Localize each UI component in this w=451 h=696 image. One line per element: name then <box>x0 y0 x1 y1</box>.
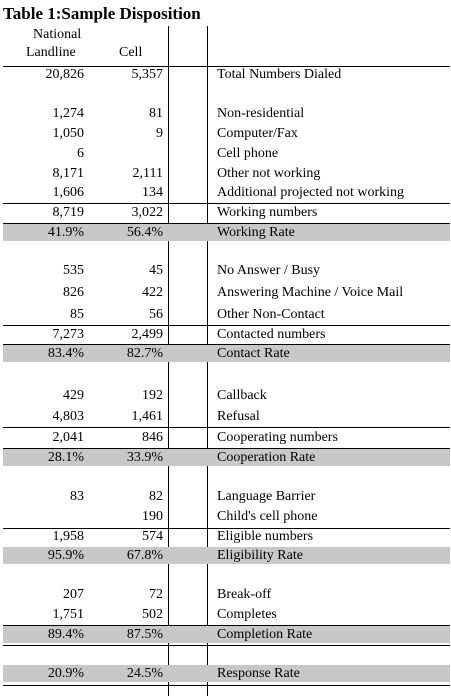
cell-value: 502 <box>142 607 163 622</box>
row-label: Total Numbers Dialed <box>217 67 342 82</box>
row-label: Cooperating numbers <box>217 430 338 445</box>
landline-value: 1,751 <box>52 607 84 622</box>
landline-value: 1,274 <box>52 106 84 121</box>
cell-value: 82 <box>149 489 163 504</box>
landline-value: 8,171 <box>52 166 84 181</box>
row-label: Other not working <box>217 166 321 181</box>
row-label: Contacted numbers <box>217 327 326 342</box>
row-label: Child's cell phone <box>217 509 318 524</box>
row-label: Answering Machine / Voice Mail <box>217 285 404 300</box>
landline-value: 1,958 <box>52 529 84 544</box>
cell-value: 56 <box>149 307 163 322</box>
header-cell: Cell <box>119 45 143 60</box>
row-label: Language Barrier <box>217 489 316 504</box>
landline-value: 6 <box>77 146 84 161</box>
cell-value: 82.7% <box>126 346 163 361</box>
row-rule <box>3 685 450 686</box>
cell-value: 5,357 <box>131 67 163 82</box>
row-label: Refusal <box>217 409 260 424</box>
landline-value: 83 <box>70 489 84 504</box>
row-label: Working Rate <box>217 225 295 240</box>
landline-value: 89.4% <box>47 627 84 642</box>
landline-value: 429 <box>63 388 84 403</box>
cell-value: 134 <box>142 185 163 200</box>
cell-value: 67.8% <box>126 548 163 563</box>
cell-value: 2,111 <box>132 166 163 181</box>
landline-value: 207 <box>63 587 84 602</box>
row-label: Additional projected not working <box>217 185 405 200</box>
landline-value: 83.4% <box>47 346 84 361</box>
row-label: Eligibility Rate <box>217 548 303 563</box>
landline-value: 4,803 <box>52 409 84 424</box>
row-label: No Answer / Busy <box>217 263 321 278</box>
row-label: Eligible numbers <box>217 529 314 544</box>
row-label: Completes <box>217 607 277 622</box>
row-rule <box>3 203 450 204</box>
cell-value: 2,499 <box>131 327 163 342</box>
cell-value: 1,461 <box>131 409 163 424</box>
landline-value: 1,050 <box>52 126 84 141</box>
landline-value: 7,273 <box>52 327 84 342</box>
row-label: Contact Rate <box>217 346 290 361</box>
row-label: Cell phone <box>217 146 279 161</box>
cell-value: 190 <box>142 509 163 524</box>
cell-value: 45 <box>149 263 163 278</box>
cell-value: 192 <box>142 388 163 403</box>
row-rule <box>3 427 450 428</box>
landline-value: 8,719 <box>52 205 84 220</box>
table-title: Table 1:Sample Disposition <box>3 4 201 23</box>
cell-value: 72 <box>149 587 163 602</box>
row-label: Working numbers <box>217 205 318 220</box>
cell-value: 574 <box>142 529 163 544</box>
row-label: Non-residential <box>217 106 305 121</box>
landline-value: 20.9% <box>47 666 84 681</box>
row-label: Cooperation Rate <box>217 450 316 465</box>
cell-value: 9 <box>156 126 163 141</box>
row-label: Other Non-Contact <box>217 307 325 322</box>
row-label: Break-off <box>217 587 272 602</box>
cell-value: 81 <box>149 106 163 121</box>
landline-value: 41.9% <box>47 225 84 240</box>
row-label: Response Rate <box>217 666 300 681</box>
row-label: Callback <box>217 388 267 403</box>
row-rule <box>3 325 450 326</box>
landline-value: 2,041 <box>52 430 84 445</box>
row-rule <box>3 645 450 646</box>
cell-value: 87.5% <box>126 627 163 642</box>
cell-value: 3,022 <box>131 205 163 220</box>
landline-value: 95.9% <box>47 548 84 563</box>
cell-value: 56.4% <box>126 225 163 240</box>
landline-value: 28.1% <box>47 450 84 465</box>
landline-value: 85 <box>70 307 84 322</box>
cell-value: 422 <box>142 285 163 300</box>
header-national: National <box>33 27 82 42</box>
cell-value: 33.9% <box>126 450 163 465</box>
cell-value: 24.5% <box>126 666 163 681</box>
landline-value: 826 <box>63 285 84 300</box>
cell-value: 846 <box>142 430 163 445</box>
row-label: Computer/Fax <box>217 126 298 141</box>
landline-value: 20,826 <box>45 67 84 82</box>
header-landline: Landline <box>26 45 76 60</box>
row-label: Completion Rate <box>217 627 313 642</box>
landline-value: 1,606 <box>52 185 84 200</box>
landline-value: 535 <box>63 263 84 278</box>
